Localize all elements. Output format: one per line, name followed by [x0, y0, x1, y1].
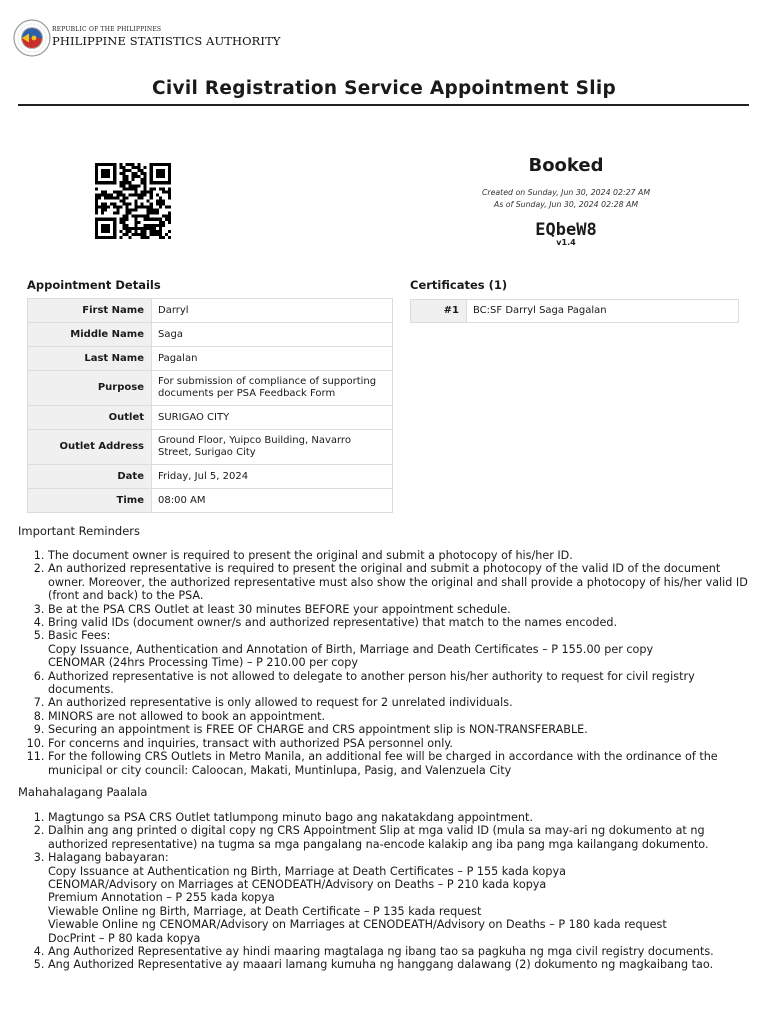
list-item: 6. Authorized representative is not allowed to delegate to another person his/her authority to request for civil registry documents.: [48, 670, 750, 697]
psa-logo: [12, 16, 281, 64]
table-row: [28, 347, 393, 371]
fee-line: Copy Issuance, Authentication and Annotation of Birth, Marriage and Death Certificates – P 155.00 per copy: [48, 642, 654, 656]
list-item: 5. Ang Authorized Representative ay maaari lamang kumuha ng hanggang dalawang (2) dokumento ng magkaibang tao.: [48, 958, 750, 971]
list-item: 11. For the following CRS Outlets in Metro Manila, an additional fee will be charged in accordance with the ordinance of the municipal or city council: Caloocan, Makati, Muntinlupa, Pasig, and Valenzuela City: [48, 750, 750, 777]
fee-line: Viewable Online ng Birth, Marriage, at Death Certificate – P 135 kada request: [48, 904, 482, 918]
list-item: 7. An authorized representative is only allowed to request for 2 unrelated individuals.: [48, 696, 750, 709]
list-item: 1. The document owner is required to present the original and submit a photocopy of his/her ID.: [48, 549, 750, 562]
fee-line: CENOMAR/Advisory on Marriages at CENODEATH/Advisory on Deaths – P 210 kada kopya: [48, 878, 547, 892]
important-reminders-list: [18, 549, 750, 777]
list-item: 9. Securing an appointment is FREE OF CHARGE and CRS appointment slip is NON-TRANSFERABLE.: [48, 723, 750, 736]
as-of-timestamp: As of Sunday, Jun 30, 2024 02:28 AM: [493, 200, 639, 209]
table-row: [28, 489, 393, 513]
list-item: [48, 629, 750, 669]
paalala-heading: Mahahalagang Paalala: [18, 785, 148, 799]
list-item: 4. Ang Authorized Representative ay hindi maaring magtalaga ng ibang tao sa pagkuha ng mga civil registry documents.: [48, 945, 750, 958]
detail-value: Friday, Jul 5, 2024: [152, 465, 393, 489]
created-timestamp: Created on Sunday, Jun 30, 2024 02:27 AM: [481, 188, 651, 197]
table-row: [28, 299, 393, 323]
list-item: 8. MINORS are not allowed to book an appointment.: [48, 710, 750, 723]
appointment-details-table: [27, 298, 393, 513]
detail-value: SURIGAO CITY: [152, 406, 393, 430]
table-row: [28, 430, 393, 465]
important-reminders-heading: Important Reminders: [18, 524, 140, 538]
basic-fees-label: Basic Fees:: [48, 629, 111, 643]
detail-label: Time: [28, 489, 152, 513]
certificates-heading: Certificates (1): [410, 278, 508, 292]
certificate-number: #1: [411, 300, 467, 323]
slip-version: v1.4: [556, 238, 576, 247]
table-row: [28, 465, 393, 489]
fee-line: DocPrint – P 80 kada kopya: [48, 931, 201, 945]
detail-label: Purpose: [28, 371, 152, 406]
detail-label: First Name: [28, 299, 152, 323]
detail-value: Ground Floor, Yuipco Building, Navarro Street, Surigao City: [152, 430, 393, 465]
fee-line: Premium Annotation – P 255 kada kopya: [48, 891, 275, 905]
logo-small-text: REPUBLIC OF THE PHILIPPINES: [52, 26, 162, 33]
table-row: [28, 371, 393, 406]
detail-label: Outlet: [28, 406, 152, 430]
booking-status: Booked: [528, 155, 604, 176]
fee-line: Copy Issuance at Authentication ng Birth, Marriage at Death Certificates – P 155 kada kopya: [48, 864, 566, 878]
detail-value: 08:00 AM: [152, 489, 393, 513]
halaga-label: Halagang babayaran:: [48, 851, 169, 865]
list-item: 1. Magtungo sa PSA CRS Outlet tatlumpong minuto bago ang nakatakdang appointment.: [48, 811, 750, 824]
detail-label: Date: [28, 465, 152, 489]
certificate-value: BC:SF Darryl Saga Pagalan: [467, 300, 739, 323]
logo-agency-name: PHILIPPINE STATISTICS AUTHORITY: [52, 34, 281, 48]
title-divider: [18, 104, 749, 106]
detail-value: Darryl: [152, 299, 393, 323]
psa-emblem-icon: [12, 16, 56, 60]
list-item: 3. Be at the PSA CRS Outlet at least 30 minutes BEFORE your appointment schedule.: [48, 603, 750, 616]
list-item: 2. Dalhin ang ang printed o digital copy ng CRS Appointment Slip at mga valid ID (mula sa may-ari ng dokumento at ng authorized representative) na tugma sa mga pangalang na-encode kalakip ang iba pang mga kailangang dokumento.: [48, 824, 750, 851]
detail-label: Outlet Address: [28, 430, 152, 465]
detail-value: For submission of compliance of supporting documents per PSA Feedback Form: [152, 371, 393, 406]
fee-line: CENOMAR (24hrs Processing Time) – P 210.00 per copy: [48, 656, 358, 670]
list-item: 10. For concerns and inquiries, transact with authorized PSA personnel only.: [48, 737, 750, 750]
table-row: [411, 300, 739, 323]
certificates-table: [410, 299, 739, 323]
list-item: [48, 851, 750, 945]
list-item: 2. An authorized representative is required to present the original and submit a photocopy of the valid ID of the document owner. Moreover, the authorized representative must also show the original and shall provide a photocopy of his/her valid ID (front and back) to the PSA.: [48, 562, 750, 602]
detail-value: Saga: [152, 323, 393, 347]
paalala-list: [18, 811, 750, 972]
detail-label: Middle Name: [28, 323, 152, 347]
qr-code-image: [95, 163, 171, 239]
table-row: [28, 406, 393, 430]
reference-code: EQbeW8: [535, 220, 597, 240]
list-item: 4. Bring valid IDs (document owner/s and authorized representative) that match to the names encoded.: [48, 616, 750, 629]
detail-value: Pagalan: [152, 347, 393, 371]
page-title: Civil Registration Service Appointment Slip: [151, 78, 617, 99]
detail-label: Last Name: [28, 347, 152, 371]
fee-line: Viewable Online ng CENOMAR/Advisory on Marriages at CENODEATH/Advisory on Deaths – P 180 kada request: [48, 918, 667, 932]
table-row: [28, 323, 393, 347]
appointment-details-heading: Appointment Details: [27, 278, 161, 292]
